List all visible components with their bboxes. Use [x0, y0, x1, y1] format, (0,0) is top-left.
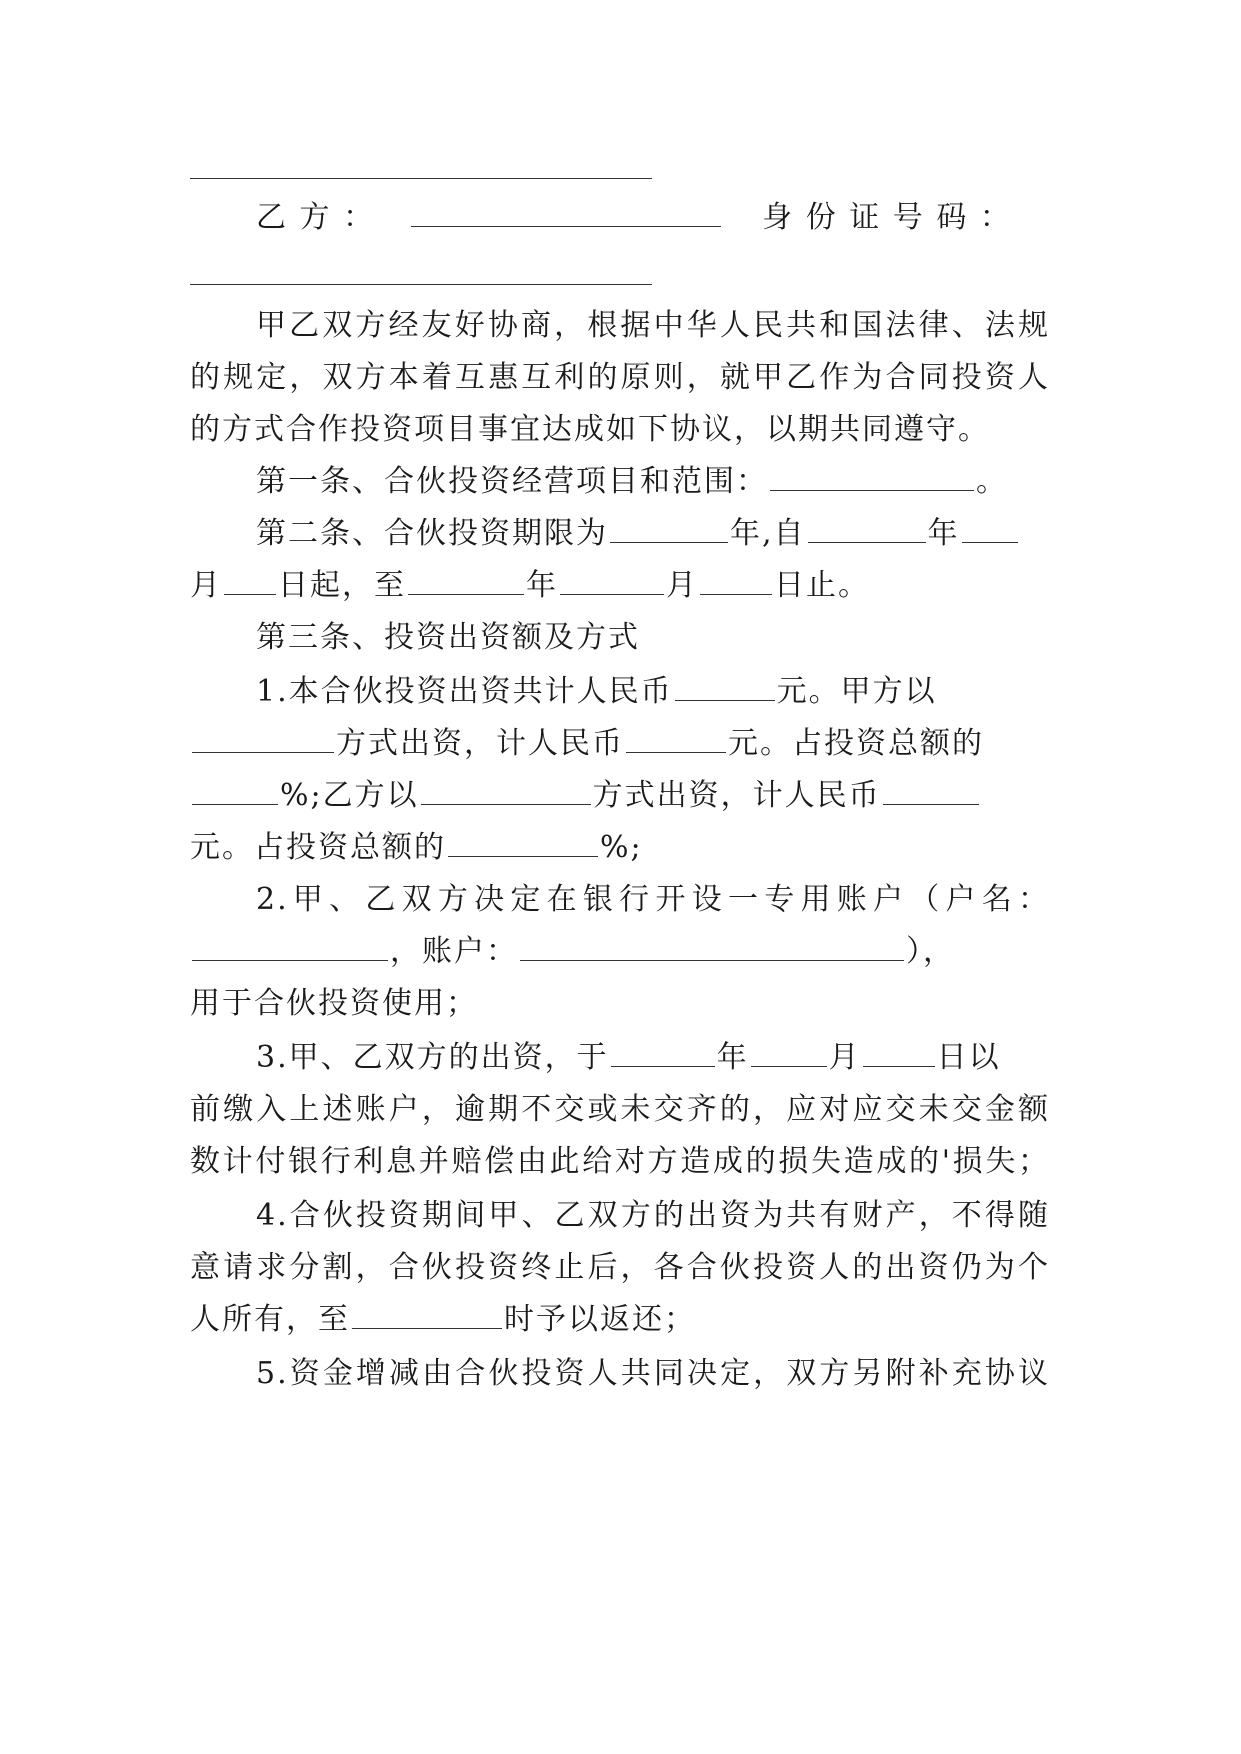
- article-1-scope-blank: [770, 462, 974, 491]
- yi-amount-blank: [883, 776, 979, 805]
- article-2-end-day: 日止。: [774, 568, 870, 603]
- preamble-line-1: 甲乙双方经友好协商，根据中华人民共和国法律、法规: [256, 308, 1050, 343]
- clause-2-line-2: [190, 932, 1050, 972]
- id-number-label: 身 份 证 号 码 ：: [762, 200, 1012, 235]
- article-2-text: 第二条、合伙投资期限为: [256, 516, 608, 551]
- article-2-day-until: 日起，至: [278, 568, 406, 603]
- start-day-blank: [224, 566, 276, 595]
- clause-1-yi-method: 方式出资，计人民币: [592, 778, 881, 813]
- end-year-blank: [408, 566, 524, 595]
- clause-1-total-label: 1.本合伙投资出资共计人民币: [256, 674, 673, 709]
- return-time-blank: [352, 1300, 502, 1329]
- article-2-line-2: [190, 566, 1050, 606]
- clause-1-jia-share: 元。占投资总额的: [728, 726, 984, 761]
- clause-3-line-2: 前缴入上述账户，逾期不交或未交齐的，应对应交未交金额: [190, 1092, 1050, 1127]
- preamble-line-3: 的方式合作投资项目事宜达成如下协议，以期共同遵守。: [190, 412, 990, 447]
- party-yi-label: 乙 方 ：: [256, 200, 376, 235]
- signature-rule-jia-id: [190, 178, 652, 179]
- clause-4-line-1: 4.合伙投资期间甲、乙双方的出资为共有财产，不得随: [256, 1198, 1050, 1233]
- party-yi-name-blank: [411, 198, 721, 227]
- article-3-title: 第三条、投资出资额及方式: [256, 620, 640, 655]
- clause-1-line-2: [190, 724, 1050, 764]
- yi-percent-blank: [448, 828, 598, 857]
- clause-3-day: 日以: [936, 1040, 1001, 1075]
- preamble-line-2: 的规定，双方本着互惠互利的原则，就甲乙作为合同投资人: [190, 360, 1050, 395]
- clause-1-line-3: [190, 776, 1050, 816]
- clause-3-line-1: [256, 1038, 1050, 1078]
- term-years-blank: [610, 514, 728, 543]
- deposit-month-blank: [751, 1038, 827, 1067]
- clause-2-line-3: 用于合伙投资使用；: [190, 986, 478, 1021]
- clause-1-yi-share: 元。占投资总额的: [190, 830, 446, 865]
- start-year-blank: [808, 514, 926, 543]
- deposit-year-blank: [611, 1038, 715, 1067]
- clause-3-deadline-label: 3.甲、乙双方的出资，于: [256, 1040, 609, 1075]
- jia-amount-blank: [626, 724, 726, 753]
- jia-method-blank: [192, 724, 334, 753]
- clause-4-line-2: 意请求分割，合伙投资终止后，各合伙投资人的出资仍为个: [190, 1250, 1050, 1285]
- clause-4-return-end: 时予以返还；: [504, 1302, 696, 1337]
- clause-1-jia-method: 方式出资，计人民币: [336, 726, 624, 761]
- clause-4-line-3: [190, 1300, 1050, 1340]
- clause-3-line-3: 数计付银行利息并赔偿由此给对方造成的损失造成的'损失；: [190, 1144, 1050, 1179]
- clause-2-account-label: ，账户：: [390, 934, 518, 969]
- clause-1-jia-label: 元。甲方以: [776, 674, 937, 709]
- total-amount-blank: [675, 672, 775, 701]
- clause-1-line-4: [190, 828, 1050, 868]
- party-yi-line: [256, 198, 1050, 238]
- yi-method-blank: [421, 776, 591, 805]
- clause-3-year: 年: [716, 1040, 749, 1075]
- article-1: [256, 462, 1050, 502]
- article-2-end-month: 月: [666, 568, 698, 603]
- article-1-text: 第一条、合伙投资经营项目和范围：: [256, 464, 768, 499]
- signature-rule-yi-id: [190, 284, 652, 285]
- clause-1-line-1: [256, 672, 1050, 712]
- start-month-blank-a: [962, 514, 1018, 543]
- clause-4-return-label: 人所有，至: [190, 1302, 350, 1337]
- account-number-blank: [520, 932, 904, 961]
- article-2-month: 月: [190, 568, 222, 603]
- article-2-year: 年: [927, 516, 960, 551]
- clause-2-close: ），: [906, 934, 955, 969]
- clause-1-end: %;: [600, 830, 643, 865]
- clause-5-line-1: 5.资金增减由合伙投资人共同决定，双方另附补充协议: [256, 1356, 1050, 1391]
- jia-percent-blank: [192, 776, 278, 805]
- article-2-end-year: 年: [526, 568, 558, 603]
- account-name-blank: [192, 932, 388, 961]
- deposit-day-blank: [863, 1038, 935, 1067]
- article-1-end: 。: [976, 464, 1008, 499]
- end-day-blank: [700, 566, 772, 595]
- article-2-line-1: [256, 514, 1050, 554]
- clause-3-month: 月: [828, 1040, 861, 1075]
- clause-2-line-1: 2.甲、乙双方决定在银行开设一专用账户（户名：: [256, 882, 1050, 917]
- end-month-blank: [560, 566, 664, 595]
- article-2-year-from: 年,自: [730, 516, 806, 551]
- clause-1-yi-label: %;乙方以: [280, 778, 419, 813]
